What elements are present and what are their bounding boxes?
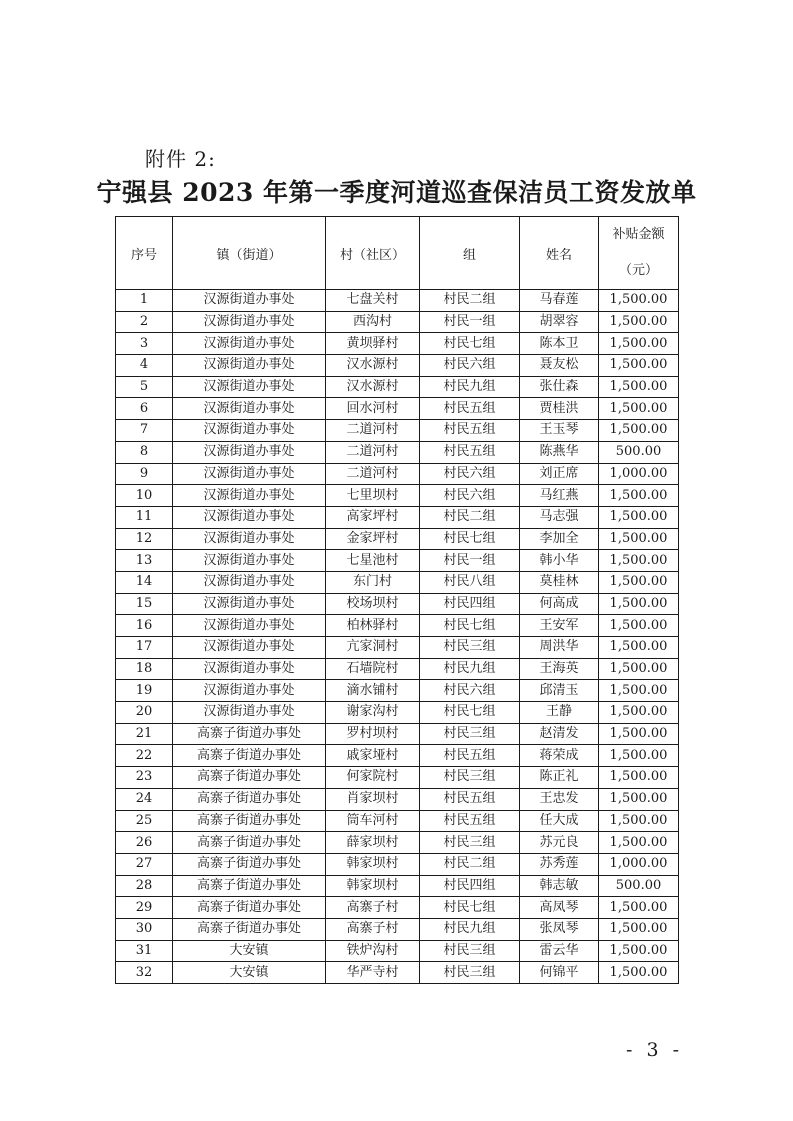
cell-name: 何锦平: [520, 962, 599, 984]
cell-group: 村民五组: [420, 441, 520, 463]
cell-group: 村民二组: [420, 290, 520, 312]
cell-group: 村民三组: [420, 723, 520, 745]
cell-town: 高寨子街道办事处: [173, 853, 326, 875]
cell-amount: 1,000.00: [599, 853, 679, 875]
table-row: [116, 853, 679, 875]
cell-amount: 1,500.00: [599, 311, 679, 333]
cell-town: 汉源街道办事处: [173, 441, 326, 463]
cell-amount: 1,500.00: [599, 918, 679, 940]
cell-town: 汉源街道办事处: [173, 702, 326, 724]
cell-village: 韩家坝村: [326, 853, 420, 875]
table-row: [116, 680, 679, 702]
cell-index: 27: [116, 853, 173, 875]
cell-village: 七里坝村: [326, 485, 420, 507]
cell-name: 张凤琴: [520, 918, 599, 940]
cell-village: 回水河村: [326, 398, 420, 420]
cell-town: 汉源街道办事处: [173, 680, 326, 702]
table-row: [116, 571, 679, 593]
cell-group: 村民一组: [420, 550, 520, 572]
cell-town: 汉源街道办事处: [173, 485, 326, 507]
header-village: 村（社区）: [326, 217, 420, 290]
cell-index: 28: [116, 875, 173, 897]
table-row: [116, 875, 679, 897]
cell-town: 高寨子街道办事处: [173, 745, 326, 767]
cell-amount: 1,500.00: [599, 788, 679, 810]
cell-town: 高寨子街道办事处: [173, 897, 326, 919]
table-row: [116, 420, 679, 442]
header-name: 姓名: [520, 217, 599, 290]
cell-name: 苏元良: [520, 832, 599, 854]
cell-amount: 1,500.00: [599, 290, 679, 312]
cell-index: 18: [116, 658, 173, 680]
cell-group: 村民九组: [420, 376, 520, 398]
cell-village: 汉水源村: [326, 376, 420, 398]
cell-town: 汉源街道办事处: [173, 420, 326, 442]
cell-index: 2: [116, 311, 173, 333]
cell-name: 陈燕华: [520, 441, 599, 463]
cell-name: 陈正礼: [520, 767, 599, 789]
cell-index: 11: [116, 506, 173, 528]
cell-town: 高寨子街道办事处: [173, 918, 326, 940]
cell-village: 石墙院村: [326, 658, 420, 680]
table-row: [116, 637, 679, 659]
attachment-label: 附件 2:: [145, 147, 216, 171]
cell-group: 村民三组: [420, 832, 520, 854]
cell-group: 村民五组: [420, 788, 520, 810]
cell-town: 高寨子街道办事处: [173, 723, 326, 745]
cell-name: 苏秀莲: [520, 853, 599, 875]
cell-amount: 1,500.00: [599, 810, 679, 832]
table-header-row: [116, 217, 679, 290]
cell-group: 村民五组: [420, 420, 520, 442]
cell-town: 高寨子街道办事处: [173, 875, 326, 897]
cell-amount: 1,500.00: [599, 420, 679, 442]
cell-amount: 1,500.00: [599, 333, 679, 355]
cell-index: 5: [116, 376, 173, 398]
cell-village: 二道河村: [326, 441, 420, 463]
cell-town: 汉源街道办事处: [173, 311, 326, 333]
cell-index: 13: [116, 550, 173, 572]
cell-group: 村民六组: [420, 485, 520, 507]
cell-amount: 1,500.00: [599, 745, 679, 767]
cell-amount: 1,500.00: [599, 962, 679, 984]
table-row: [116, 528, 679, 550]
cell-name: 赵清发: [520, 723, 599, 745]
cell-town: 汉源街道办事处: [173, 506, 326, 528]
cell-town: 汉源街道办事处: [173, 463, 326, 485]
cell-amount: 1,500.00: [599, 723, 679, 745]
cell-index: 8: [116, 441, 173, 463]
cell-index: 1: [116, 290, 173, 312]
cell-index: 15: [116, 593, 173, 615]
cell-name: 胡翠容: [520, 311, 599, 333]
cell-amount: 500.00: [599, 875, 679, 897]
cell-index: 6: [116, 398, 173, 420]
cell-index: 3: [116, 333, 173, 355]
cell-village: 高寨子村: [326, 918, 420, 940]
cell-amount: 1,500.00: [599, 355, 679, 377]
cell-amount: 1,500.00: [599, 571, 679, 593]
cell-name: 雷云华: [520, 940, 599, 962]
cell-village: 铁炉沟村: [326, 940, 420, 962]
cell-group: 村民四组: [420, 875, 520, 897]
cell-group: 村民八组: [420, 571, 520, 593]
cell-index: 7: [116, 420, 173, 442]
cell-name: 韩小华: [520, 550, 599, 572]
cell-town: 汉源街道办事处: [173, 528, 326, 550]
table-row: [116, 398, 679, 420]
cell-name: 马志强: [520, 506, 599, 528]
cell-village: 黄坝驿村: [326, 333, 420, 355]
cell-amount: 1,500.00: [599, 658, 679, 680]
cell-name: 莫桂林: [520, 571, 599, 593]
cell-index: 20: [116, 702, 173, 724]
cell-index: 10: [116, 485, 173, 507]
cell-town: 汉源街道办事处: [173, 571, 326, 593]
table-row: [116, 355, 679, 377]
cell-index: 12: [116, 528, 173, 550]
cell-town: 汉源街道办事处: [173, 615, 326, 637]
header-amount-line1: 补贴金额: [612, 227, 665, 242]
cell-amount: 1,500.00: [599, 767, 679, 789]
cell-group: 村民九组: [420, 658, 520, 680]
cell-index: 26: [116, 832, 173, 854]
cell-amount: 1,500.00: [599, 897, 679, 919]
cell-amount: 500.00: [599, 441, 679, 463]
cell-town: 汉源街道办事处: [173, 355, 326, 377]
cell-name: 王玉琴: [520, 420, 599, 442]
cell-group: 村民七组: [420, 702, 520, 724]
table-row: [116, 290, 679, 312]
table-row: [116, 702, 679, 724]
table-row: [116, 333, 679, 355]
table-row: [116, 788, 679, 810]
cell-name: 李加全: [520, 528, 599, 550]
cell-name: 高凤琴: [520, 897, 599, 919]
cell-name: 周洪华: [520, 637, 599, 659]
cell-village: 金家坪村: [326, 528, 420, 550]
cell-index: 31: [116, 940, 173, 962]
cell-name: 王海英: [520, 658, 599, 680]
cell-amount: 1,500.00: [599, 485, 679, 507]
cell-village: 华严寺村: [326, 962, 420, 984]
cell-group: 村民七组: [420, 528, 520, 550]
cell-amount: 1,500.00: [599, 615, 679, 637]
cell-index: 4: [116, 355, 173, 377]
cell-town: 汉源街道办事处: [173, 593, 326, 615]
cell-index: 22: [116, 745, 173, 767]
table-row: [116, 506, 679, 528]
cell-name: 何高成: [520, 593, 599, 615]
cell-group: 村民二组: [420, 853, 520, 875]
cell-village: 筒车河村: [326, 810, 420, 832]
header-amount-line2: （元）: [618, 263, 658, 278]
cell-amount: 1,500.00: [599, 637, 679, 659]
cell-village: 薛家坝村: [326, 832, 420, 854]
table-row: [116, 593, 679, 615]
cell-village: 柏林驿村: [326, 615, 420, 637]
cell-village: 何家院村: [326, 767, 420, 789]
cell-name: 马红燕: [520, 485, 599, 507]
cell-town: 汉源街道办事处: [173, 333, 326, 355]
table-row: [116, 550, 679, 572]
cell-name: 任大成: [520, 810, 599, 832]
cell-village: 肖家坝村: [326, 788, 420, 810]
cell-group: 村民九组: [420, 918, 520, 940]
table-row: [116, 767, 679, 789]
table-row: [116, 810, 679, 832]
cell-village: 戚家垭村: [326, 745, 420, 767]
table-row: [116, 658, 679, 680]
cell-amount: 1,500.00: [599, 398, 679, 420]
cell-group: 村民五组: [420, 745, 520, 767]
cell-index: 19: [116, 680, 173, 702]
cell-name: 韩志敏: [520, 875, 599, 897]
cell-group: 村民六组: [420, 463, 520, 485]
cell-name: 贾桂洪: [520, 398, 599, 420]
cell-index: 17: [116, 637, 173, 659]
table-row: [116, 376, 679, 398]
cell-group: 村民三组: [420, 637, 520, 659]
cell-name: 蒋荣成: [520, 745, 599, 767]
cell-amount: 1,000.00: [599, 463, 679, 485]
page-number: - 3 -: [626, 1039, 684, 1061]
cell-index: 29: [116, 897, 173, 919]
cell-group: 村民六组: [420, 355, 520, 377]
cell-amount: 1,500.00: [599, 680, 679, 702]
cell-name: 马春莲: [520, 290, 599, 312]
cell-group: 村民七组: [420, 333, 520, 355]
cell-town: 高寨子街道办事处: [173, 832, 326, 854]
cell-amount: 1,500.00: [599, 376, 679, 398]
cell-index: 9: [116, 463, 173, 485]
cell-group: 村民一组: [420, 311, 520, 333]
cell-amount: 1,500.00: [599, 940, 679, 962]
cell-index: 32: [116, 962, 173, 984]
header-group: 组: [420, 217, 520, 290]
cell-amount: 1,500.00: [599, 528, 679, 550]
cell-group: 村民四组: [420, 593, 520, 615]
table-row: [116, 485, 679, 507]
cell-village: 七星池村: [326, 550, 420, 572]
cell-town: 汉源街道办事处: [173, 550, 326, 572]
cell-name: 王静: [520, 702, 599, 724]
table-row: [116, 745, 679, 767]
cell-amount: 1,500.00: [599, 593, 679, 615]
cell-amount: 1,500.00: [599, 702, 679, 724]
cell-group: 村民三组: [420, 940, 520, 962]
cell-amount: 1,500.00: [599, 550, 679, 572]
cell-town: 汉源街道办事处: [173, 398, 326, 420]
cell-group: 村民七组: [420, 615, 520, 637]
cell-name: 聂友松: [520, 355, 599, 377]
cell-town: 大安镇: [173, 962, 326, 984]
cell-town: 高寨子街道办事处: [173, 767, 326, 789]
cell-name: 陈本卫: [520, 333, 599, 355]
cell-village: 汉水源村: [326, 355, 420, 377]
cell-town: 汉源街道办事处: [173, 376, 326, 398]
cell-village: 谢家沟村: [326, 702, 420, 724]
cell-group: 村民二组: [420, 506, 520, 528]
cell-name: 邱清玉: [520, 680, 599, 702]
cell-town: 汉源街道办事处: [173, 658, 326, 680]
cell-group: 村民六组: [420, 680, 520, 702]
cell-group: 村民七组: [420, 897, 520, 919]
table-body: [116, 290, 679, 984]
table-row: [116, 463, 679, 485]
cell-village: 罗村坝村: [326, 723, 420, 745]
cell-index: 21: [116, 723, 173, 745]
cell-amount: 1,500.00: [599, 832, 679, 854]
cell-village: 高家坪村: [326, 506, 420, 528]
cell-name: 刘正席: [520, 463, 599, 485]
cell-group: 村民五组: [420, 810, 520, 832]
table-row: [116, 441, 679, 463]
cell-town: 汉源街道办事处: [173, 290, 326, 312]
table-row: [116, 723, 679, 745]
cell-village: 滴水铺村: [326, 680, 420, 702]
cell-town: 高寨子街道办事处: [173, 810, 326, 832]
cell-town: 汉源街道办事处: [173, 637, 326, 659]
payroll-table: [115, 216, 679, 984]
cell-village: 西沟村: [326, 311, 420, 333]
cell-index: 16: [116, 615, 173, 637]
cell-village: 东门村: [326, 571, 420, 593]
document-title: 宁强县 2023 年第一季度河道巡查保洁员工资发放单: [96, 178, 697, 207]
cell-name: 王忠发: [520, 788, 599, 810]
cell-village: 七盘关村: [326, 290, 420, 312]
table-row: [116, 832, 679, 854]
cell-index: 24: [116, 788, 173, 810]
cell-village: 二道河村: [326, 420, 420, 442]
cell-index: 30: [116, 918, 173, 940]
table-row: [116, 615, 679, 637]
table-row: [116, 918, 679, 940]
cell-group: 村民五组: [420, 398, 520, 420]
table-row: [116, 962, 679, 984]
cell-town: 大安镇: [173, 940, 326, 962]
cell-village: 高寨子村: [326, 897, 420, 919]
cell-name: 王安军: [520, 615, 599, 637]
cell-amount: 1,500.00: [599, 506, 679, 528]
cell-village: 校场坝村: [326, 593, 420, 615]
cell-village: 亢家洞村: [326, 637, 420, 659]
cell-village: 韩家坝村: [326, 875, 420, 897]
header-index: 序号: [116, 217, 173, 290]
cell-village: 二道河村: [326, 463, 420, 485]
cell-name: 张仕森: [520, 376, 599, 398]
table-row: [116, 940, 679, 962]
header-town: 镇（街道）: [173, 217, 326, 290]
table-row: [116, 311, 679, 333]
header-amount: [599, 217, 679, 290]
cell-group: 村民三组: [420, 962, 520, 984]
cell-index: 23: [116, 767, 173, 789]
table-row: [116, 897, 679, 919]
cell-town: 高寨子街道办事处: [173, 788, 326, 810]
cell-group: 村民三组: [420, 767, 520, 789]
cell-index: 25: [116, 810, 173, 832]
cell-index: 14: [116, 571, 173, 593]
